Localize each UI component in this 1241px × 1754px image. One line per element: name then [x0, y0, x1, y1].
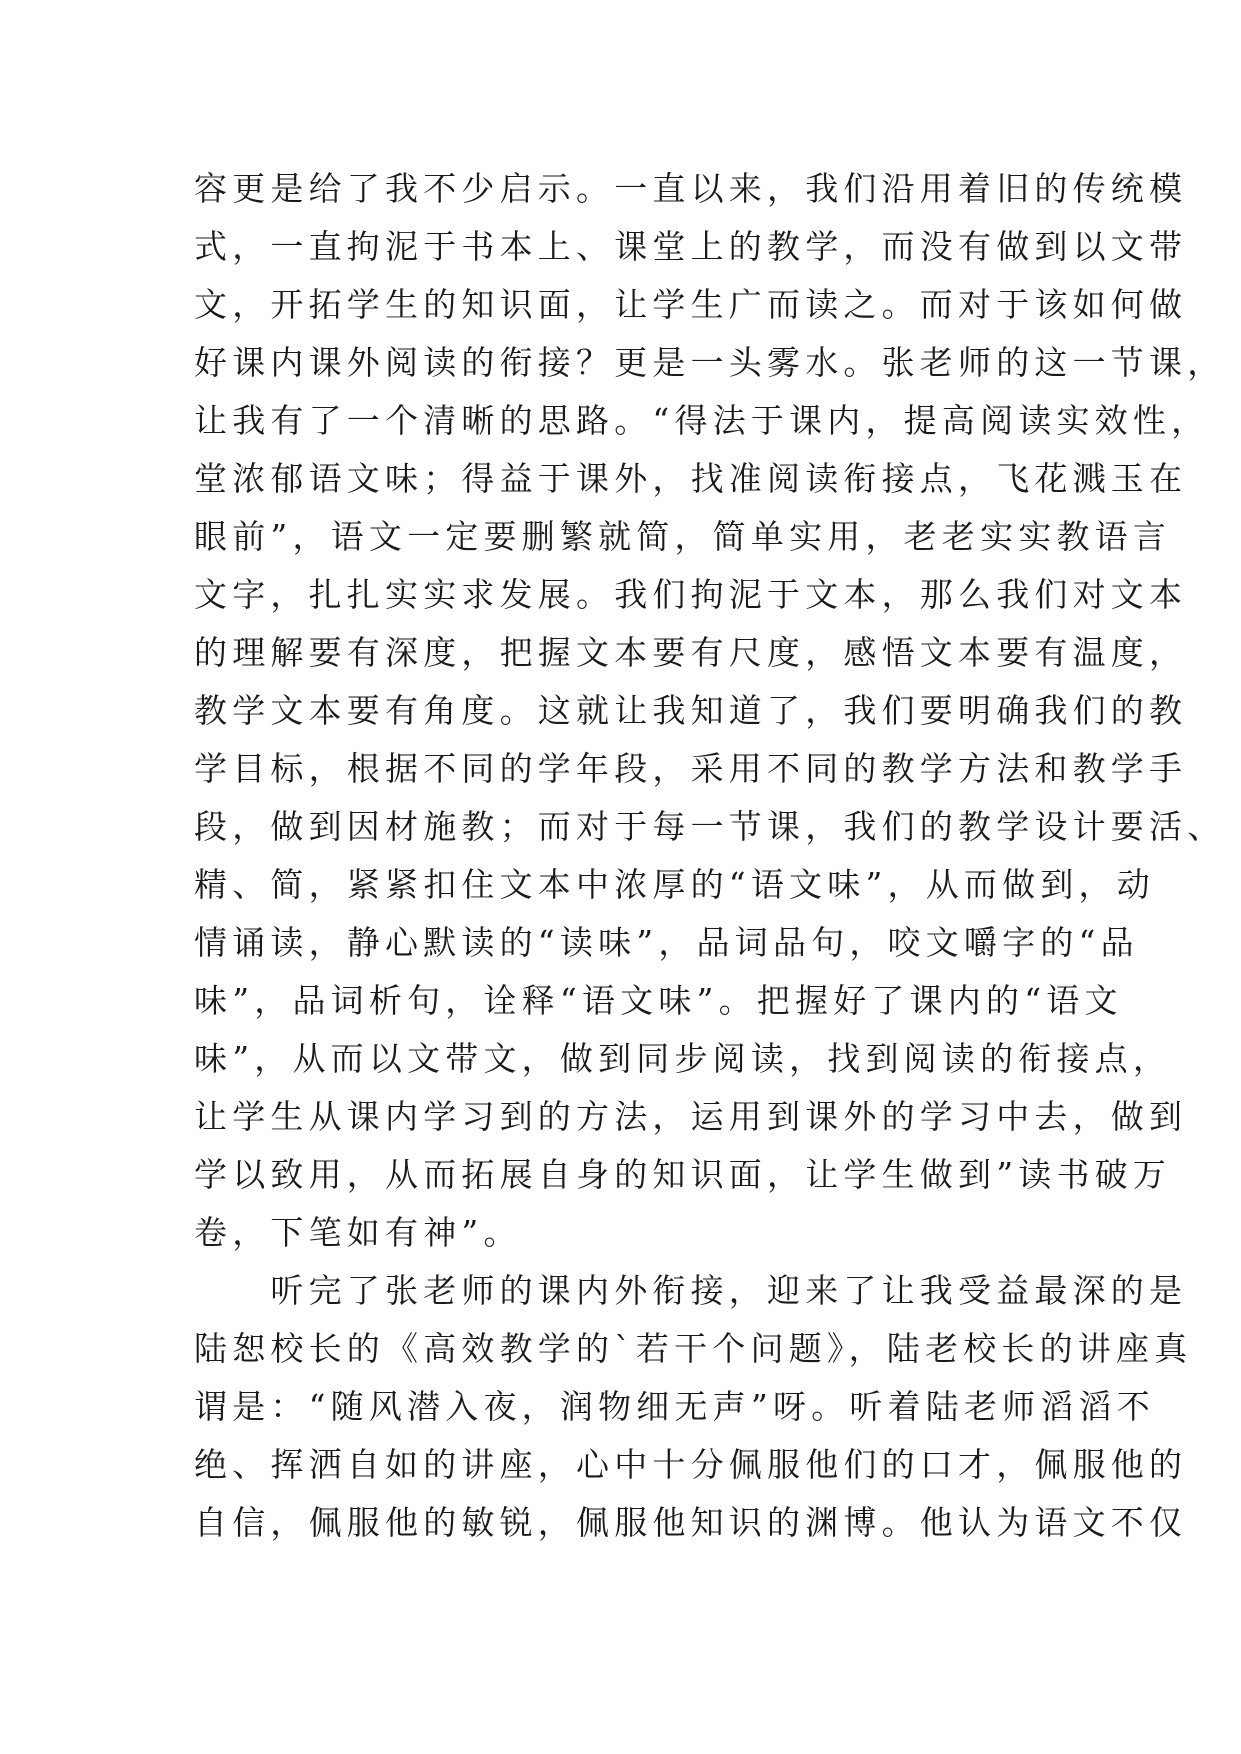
text-line: 让我有了一个清晰的思路。“得法于课内，提高阅读实效性，	[194, 401, 1210, 440]
text-line: 精、简，紧紧扣住文本中浓厚的“语文味”，从而做到，动	[194, 865, 1155, 904]
text-line: 绝、挥洒自如的讲座，心中十分佩服他们的口才，佩服他的	[194, 1445, 1188, 1484]
text-line: 情诵读，静心默读的“读味”，品词品句，咬文嚼字的“品	[194, 923, 1139, 962]
text-line: 的理解要有深度，把握文本要有尺度，感悟文本要有温度，	[194, 633, 1188, 672]
text-line: 学以致用，从而拓展自身的知识面，让学生做到”读书破万	[194, 1155, 1172, 1194]
text-line: 卷，下笔如有神”。	[194, 1213, 522, 1252]
body-text	[194, 160, 1226, 1552]
text-line: 让学生从课内学习到的方法，运用到课外的学习中去，做到	[194, 1097, 1188, 1136]
text-line: 容更是给了我不少启示。一直以来，我们沿用着旧的传统模	[194, 169, 1188, 208]
text-line: 味”，从而以文带文，做到同步阅读，找到阅读的衔接点，	[194, 1039, 1172, 1078]
text-line: 眼前”，语文一定要删繁就简，简单实用，老老实实教语言	[194, 517, 1172, 556]
text-line: 学目标，根据不同的学年段，采用不同的教学方法和教学手	[194, 749, 1188, 788]
paragraph-start-line: 听完了张老师的课内外衔接，迎来了让我受益最深的是	[194, 1271, 1188, 1310]
text-line: 文，开拓学生的知识面，让学生广而读之。而对于该如何做	[194, 285, 1188, 324]
text-line: 谓是：“随风潜入夜，润物细无声”呀。听着陆老师滔滔不	[194, 1387, 1155, 1426]
text-line: 段，做到因材施教；而对于每一节课，我们的教学设计要活、	[194, 807, 1226, 846]
text-line: 堂浓郁语文味；得益于课外，找准阅读衔接点，飞花溅玉在	[194, 459, 1188, 498]
text-line: 好课内课外阅读的衔接？更是一头雾水。张老师的这一节课，	[194, 343, 1226, 382]
text-line: 陆恕校长的《高效教学的`若干个问题》，陆老校长的讲座真	[194, 1329, 1193, 1368]
text-line: 式，一直拘泥于书本上、课堂上的教学，而没有做到以文带	[194, 227, 1188, 266]
text-line: 教学文本要有角度。这就让我知道了，我们要明确我们的教	[194, 691, 1188, 730]
text-line: 文字，扎扎实实求发展。我们拘泥于文本，那么我们对文本	[194, 575, 1188, 614]
text-line: 味”，品词析句，诠释“语文味”。把握好了课内的“语文	[194, 981, 1123, 1020]
text-line: 自信，佩服他的敏锐，佩服他知识的渊博。他认为语文不仅	[194, 1503, 1188, 1542]
